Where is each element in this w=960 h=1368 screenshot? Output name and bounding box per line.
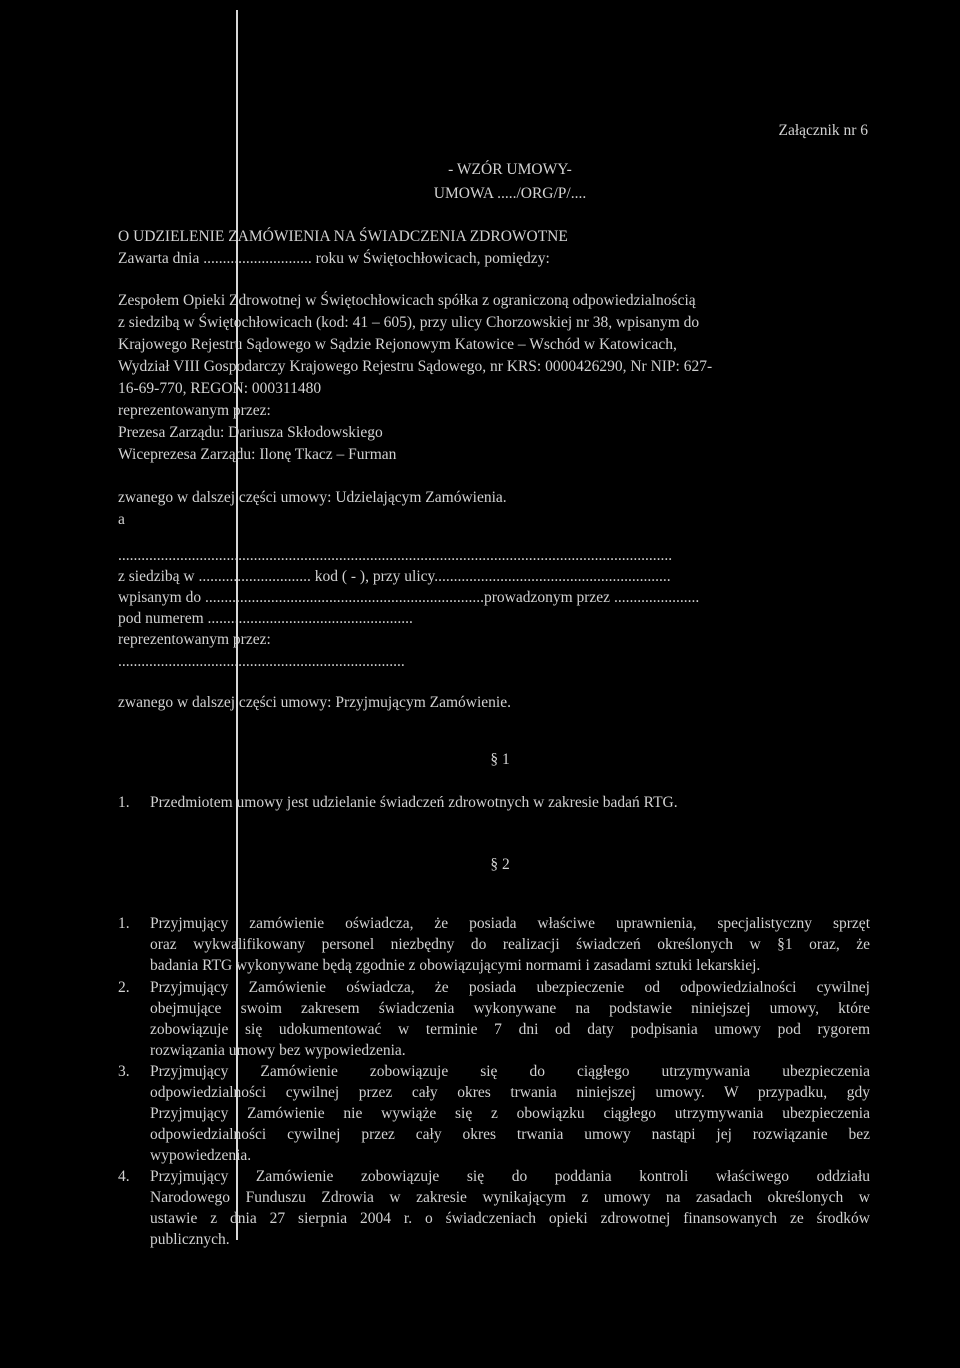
item-line: obejmujące swoim zakresem świadczenia wykonywane na podstawie niniejszej umowy, które <box>150 1000 870 1017</box>
template-title: - WZÓR UMOWY- <box>448 161 572 178</box>
party1-called: zwanego w dalszej części umowy: Udzielającym Zamówienia. <box>118 489 507 506</box>
item-line: odpowiedzialności cywilnej przez cały okres trwania umowy nastąpi jej rozwiązanie bez <box>150 1126 870 1143</box>
party2-represented: reprezentowanym przez: <box>118 631 271 648</box>
item-line: badania RTG wykonywane będą zgodnie z obowiązującymi normami i zasadami sztuki lekarskiej. <box>150 957 761 974</box>
party2-entered: wpisanym do ........................................................................prowadzonym przez ...................... <box>118 589 700 606</box>
item-number: 4. <box>118 1168 130 1185</box>
item-number: 1. <box>118 794 130 811</box>
party1-line: 16-69-770, REGON: 000311480 <box>118 380 322 397</box>
party1-line: z siedzibą w Świętochłowicach (kod: 41 – 605), przy ulicy Chorzowskiej nr 38, wpisanym do <box>118 314 700 331</box>
item-line: Narodowego Funduszu Zdrowia w zakresie wynikającym z umowy na zasadach określonych w <box>150 1189 870 1206</box>
section-1-heading: § 1 <box>490 751 510 768</box>
item-number: 2. <box>118 979 130 996</box>
item-line: ustawie z dnia 27 sierpnia 2004 r. o świadczeniach opieki zdrowotnej finansowanych ze środków <box>150 1210 870 1227</box>
concluded-line: Zawarta dnia ............................ roku w Świętochłowicach, pomiędzy: <box>118 250 550 267</box>
item-line: Przyjmujący Zamówienie nie wywiąże się z obowiązku ciągłego utrzymywania ubezpieczenia <box>150 1105 870 1122</box>
item-line: Przyjmujący Zamówienie zobowiązuje się do poddania kontroli właściwego oddziału <box>150 1168 870 1185</box>
party2-called: zwanego w dalszej części umowy: Przyjmującym Zamówienie. <box>118 694 511 711</box>
item-line: Przyjmujący zamówienie oświadcza, że posiada właściwe uprawnienia, specjalistyczny sprzęt <box>150 915 870 932</box>
attachment-label: Załącznik nr 6 <box>778 122 868 139</box>
party1-line: Zespołem Opieki Zdrowotnej w Świętochłowicach spółka z ograniczoną odpowiedzialnością <box>118 292 696 309</box>
item-line: publicznych. <box>150 1231 230 1248</box>
section-2-heading: § 2 <box>490 856 510 873</box>
party1-line: Wydział VIII Gospodarczy Krajowego Rejestru Sądowego, nr KRS: 0000426290, Nr NIP: 627- <box>118 358 713 375</box>
party1-line: Krajowego Rejestru Sądowego w Sądzie Rejonowym Katowice – Wschód w Katowicach, <box>118 336 677 353</box>
item-number: 1. <box>118 915 130 932</box>
contract-number: UMOWA ...../ORG/P/.... <box>433 185 587 202</box>
item-line: rozwiązania umowy bez wypowiedzenia. <box>150 1042 406 1059</box>
party2-dots-short: .......................................................................... <box>118 653 405 670</box>
item-line: Przyjmujący Zamówienie oświadcza, że posiada ubezpieczenie od odpowiedzialności cywilnej <box>150 979 870 996</box>
party2-dots-line: ............................................................................................................................................... <box>118 547 673 564</box>
item-number: 3. <box>118 1063 130 1080</box>
item-line: zobowiązuje się udokumentować w terminie 7 dni od daty podpisania umowy pod rygorem <box>150 1021 870 1038</box>
party2-number: pod numerem ..................................................... <box>118 610 413 627</box>
item-line: Przyjmujący Zamówienie zobowiązuje się do ciągłego utrzymywania ubezpieczenia <box>150 1063 870 1080</box>
party1-president: Prezesa Zarządu: Dariusza Skłodowskiego <box>118 424 383 441</box>
conjunction-a: a <box>118 511 125 528</box>
subject-title: O UDZIELENIE ZAMÓWIENIA NA ŚWIADCZENIA ZDROWOTNE <box>118 228 568 245</box>
item-line: wypowiedzenia. <box>150 1147 252 1164</box>
item-line: odpowiedzialności cywilnej przez cały okres trwania niniejszej umowy. W przypadku, gdy <box>150 1084 870 1101</box>
party2-seat: z siedzibą w ............................. kod ( - ), przy ulicy............................................................. <box>118 568 671 585</box>
item-line: oraz wykwalifikowany personel niezbędny do realizacji świadczeń określonych w §1 oraz, że <box>150 936 870 953</box>
party1-represented: reprezentowanym przez: <box>118 402 271 419</box>
item-line: Przedmiotem umowy jest udzielanie świadczeń zdrowotnych w zakresie badań RTG. <box>150 794 678 811</box>
party1-vice-president: Wiceprezesa Zarządu: Ilonę Tkacz – Furman <box>118 446 397 463</box>
